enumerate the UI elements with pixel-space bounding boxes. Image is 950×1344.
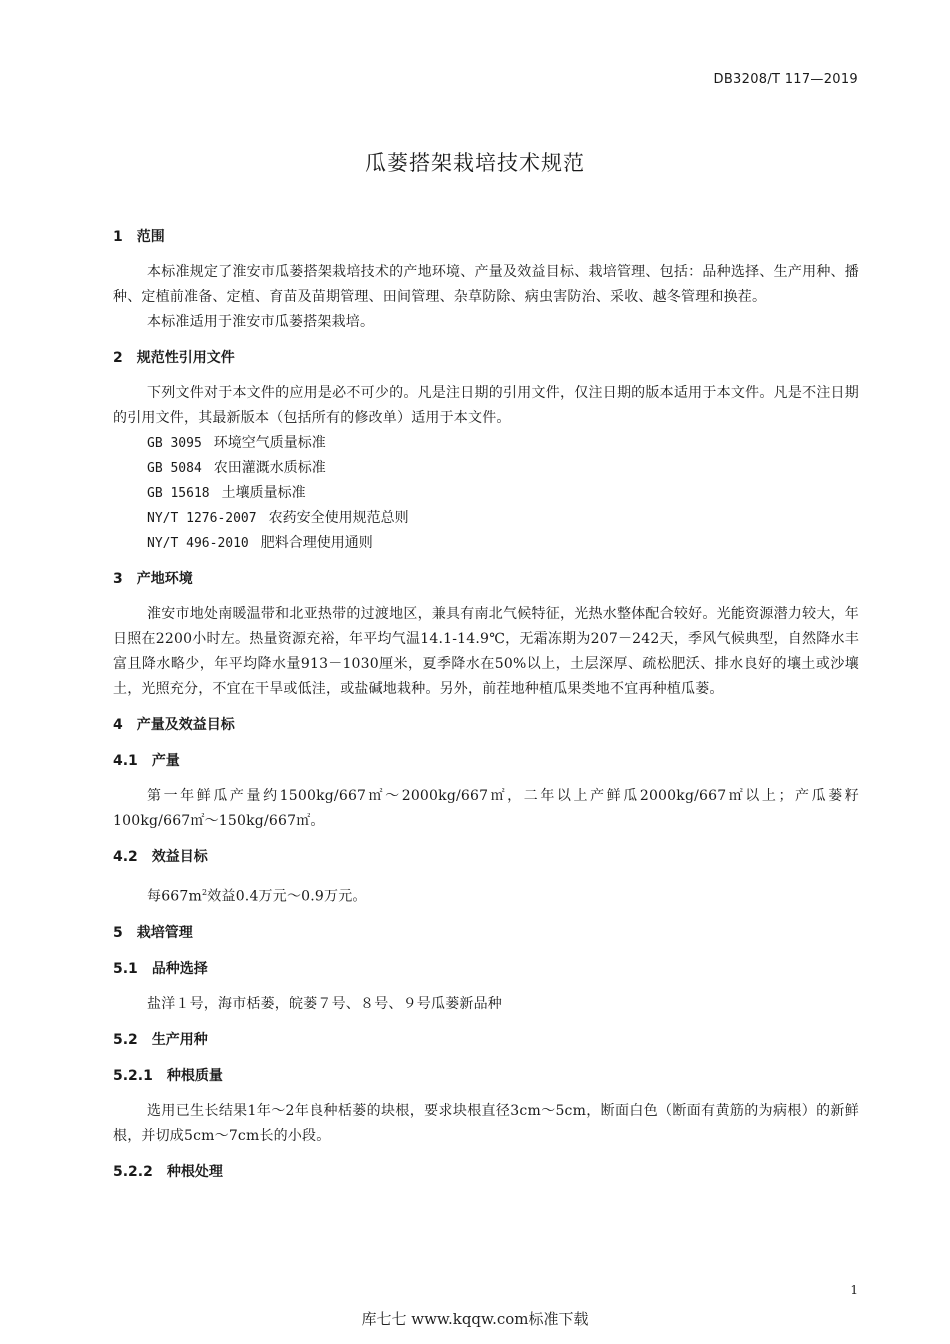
section-heading-5-2-1 <box>113 1063 859 1089</box>
paragraph: 本标准规定了淮安市瓜蒌搭架栽培技术的产地环境、产量及效益目标、栽培管理、包括：品种选择、生产用种、播种、定植前准备、定植、育苗及苗期管理、田间管理、杂草防除、病虫害防治、采收、越冬管理和换茬。 <box>113 264 859 305</box>
section-heading-2 <box>113 345 859 371</box>
text-run: 效益0.4万元～0.9万元。 <box>207 888 367 905</box>
reference-code: NY/T 496-2010 <box>147 536 249 551</box>
reference-list <box>113 431 859 556</box>
reference-code: GB 3095 <box>147 436 202 451</box>
section-title: 效益目标 <box>151 849 208 865</box>
section-title: 产量及效益目标 <box>136 717 235 733</box>
section-heading-5-2-2 <box>113 1159 859 1185</box>
reference-code: GB 15618 <box>147 486 210 501</box>
section-heading-4-2 <box>113 844 859 870</box>
section-heading-3 <box>113 566 859 592</box>
reference-name: 农田灌溉水质标准 <box>213 460 326 476</box>
section-number: 1 <box>113 229 123 245</box>
document-body <box>113 224 859 1195</box>
section-title: 生产用种 <box>151 1031 208 1048</box>
section-title: 品种选择 <box>151 960 208 977</box>
reference-item <box>113 456 859 481</box>
reference-code: NY/T 1276-2007 <box>147 511 257 526</box>
section-title: 规范性引用文件 <box>136 350 235 366</box>
reference-name: 农药安全使用规范总则 <box>268 510 409 526</box>
section-number: 3 <box>113 571 123 587</box>
section-title: 种根质量 <box>166 1067 223 1084</box>
document-code: DB3208/T 117—2019 <box>713 72 858 87</box>
paragraph: 本标准适用于淮安市瓜蒌搭架栽培。 <box>147 314 375 330</box>
superscript: 2 <box>202 888 208 897</box>
section-number: 4.2 <box>113 849 138 865</box>
section-number: 5.2 <box>113 1031 138 1048</box>
paragraph <box>113 880 859 910</box>
section-number: 5.2.2 <box>113 1163 153 1180</box>
reference-item <box>113 481 859 506</box>
section-title: 产地环境 <box>136 571 193 587</box>
paragraph: 淮安市地处南暖温带和北亚热带的过渡地区，兼具有南北气候特征，光热水整体配合较好。光能资源潜力较大，年日照在2200小时左。热量资源充裕，年平均气温14.1-14.9℃，无霜冻期为207－242天，季风气候典型，自然降水丰富且降水略少，年平均降水量913－1030厘米，夏季降水在50%以上，土层深厚、疏松肥沃、排水良好的壤土或沙壤土，光照充分，不宜在干旱或低洼，或盐碱地栽种。另外，前茬地种植瓜果类地不宜再种植瓜蒌。 <box>113 606 859 697</box>
section-title: 种根处理 <box>166 1163 223 1180</box>
reference-name: 土壤质量标准 <box>221 485 306 501</box>
text-run: 每667m <box>147 888 202 905</box>
paragraph: 下列文件对于本文件的应用是必不可少的。凡是注日期的引用文件，仅注日期的版本适用于本文件。凡是不注日期的引用文件，其最新版本（包括所有的修改单）适用于本文件。 <box>113 385 859 426</box>
section-number: 4.1 <box>113 753 138 769</box>
document-title: 瓜蒌搭架栽培技术规范 <box>365 151 585 175</box>
reference-name: 环境空气质量标准 <box>213 435 326 451</box>
section-heading-4-1 <box>113 748 859 774</box>
section-heading-5 <box>113 920 859 946</box>
section-heading-1 <box>113 224 859 250</box>
section-title: 范围 <box>136 229 165 245</box>
section-number: 5.2.1 <box>113 1067 153 1084</box>
section-title: 产量 <box>151 753 180 769</box>
section-number: 4 <box>113 717 123 733</box>
section-title: 栽培管理 <box>136 924 193 941</box>
footer-watermark: 库七七 www.kqqw.com标准下载 <box>361 1310 589 1328</box>
section-number: 5 <box>113 924 123 941</box>
page-number: 1 <box>850 1283 858 1297</box>
section-heading-5-2 <box>113 1027 859 1053</box>
paragraph: 选用已生长结果1年～2年良种栝蒌的块根，要求块根直径3cm～5cm，断面白色（断面有黄筋的为病根）的新鲜根，并切成5cm～7cm长的小段。 <box>113 1102 859 1144</box>
paragraph: 盐洋１号，海市栝蒌，皖蒌７号、８号、９号瓜蒌新品种 <box>147 995 502 1012</box>
reference-item <box>113 506 859 531</box>
reference-item <box>113 531 859 556</box>
reference-code: GB 5084 <box>147 461 202 476</box>
reference-name: 肥料合理使用通则 <box>260 535 373 551</box>
section-heading-5-1 <box>113 956 859 982</box>
section-heading-4 <box>113 712 859 738</box>
section-number: 2 <box>113 350 123 366</box>
section-number: 5.1 <box>113 960 138 977</box>
paragraph: 第一年鲜瓜产量约1500kg/667㎡～2000kg/667㎡，二年以上产鲜瓜2000kg/667㎡以上；产瓜蒌籽100kg/667㎡～150kg/667㎡。 <box>113 788 859 829</box>
reference-item <box>113 431 859 456</box>
